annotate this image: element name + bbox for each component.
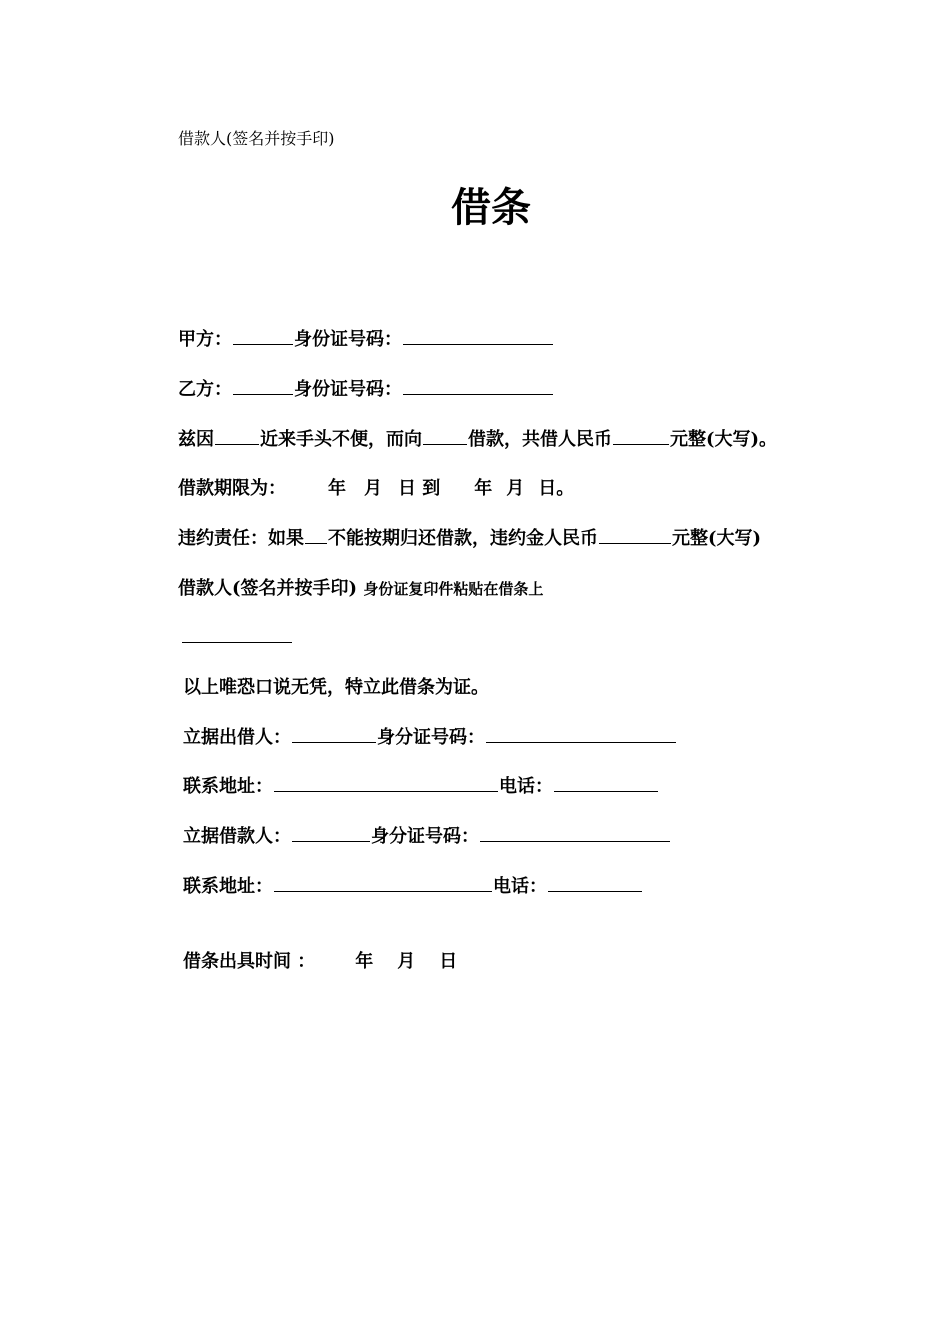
lender-address-blank [274,775,498,792]
lender-id-blank [486,726,676,743]
breach-row [178,524,761,550]
borrower-row [183,822,671,848]
borrower-label: 立据借款人： [183,826,291,847]
statement: 以上唯恐口说无凭，特立此借条为证。 [183,677,489,698]
borrower-phone-label: 电话： [493,876,547,897]
reason-row [178,425,777,451]
borrower-sign-note: 身份证复印件粘贴在借条上 [363,580,544,598]
party-a-label: 甲方： [178,329,232,350]
breach-part2: 不能按期归还借款，违约金人民币 [328,528,598,549]
lender-name-blank [292,726,376,743]
party-b-row [178,375,554,401]
reason-part3: 借款，共借人民币 [468,429,612,450]
breach-blank-2 [599,527,671,544]
issue-date-label: 借条出具时间 ： [183,951,316,972]
term-day2: 日。 [538,478,575,499]
borrower-id-label: 身分证号码： [371,826,479,847]
breach-part3: 元整(大写) [672,528,762,549]
issue-date-day: 日 [439,951,458,972]
breach-blank-1 [305,527,327,544]
term-month1: 月 [364,478,382,499]
party-b-id-label: 身份证号码： [294,379,402,400]
term-label: 借款期限为： [178,478,286,499]
borrower-sign-label: 借款人(签名并按手印) [178,578,358,599]
party-b-name-blank [233,378,293,395]
borrower-id-blank [480,825,670,842]
borrower-contact-row [183,872,643,898]
lender-id-label: 身分证号码： [377,727,485,748]
lender-phone-blank [554,775,658,792]
lender-phone-label: 电话： [499,776,553,797]
signature-blank [182,626,292,643]
term-year1: 年 [328,478,346,499]
header-note: 借款人(签名并按手印) [178,129,335,148]
reason-part4: 元整(大写)。 [670,429,778,450]
borrower-name-blank [292,825,370,842]
borrower-phone-blank [548,875,642,892]
reason-blank-1 [215,428,259,445]
lender-label: 立据出借人： [183,727,291,748]
party-a-name-blank [233,328,293,345]
lender-contact-row [183,772,659,798]
term-year2: 年 [474,478,493,499]
term-day-to: 日 到 [398,478,441,499]
borrower-address-blank [274,875,492,892]
borrower-sign-row [178,574,543,600]
party-a-id-blank [403,328,553,345]
party-b-label: 乙方： [178,379,232,400]
term-month2: 月 [506,478,525,499]
reason-blank-2 [423,428,467,445]
term-row [178,474,574,500]
reason-part1: 兹因 [178,429,214,450]
lender-row [183,723,677,749]
issue-date-month: 月 [397,951,416,972]
issue-date-row [183,947,457,973]
borrower-address-label: 联系地址： [183,876,273,897]
party-b-id-blank [403,378,553,395]
document-title: 借条 [451,184,531,231]
breach-part1: 违约责任：如果 [178,528,304,549]
issue-date-year: 年 [355,951,374,972]
lender-address-label: 联系地址： [183,776,273,797]
party-a-id-label: 身份证号码： [294,329,402,350]
reason-blank-3 [613,428,669,445]
reason-part2: 近来手头不便，而向 [260,429,422,450]
party-a-row [178,325,554,351]
